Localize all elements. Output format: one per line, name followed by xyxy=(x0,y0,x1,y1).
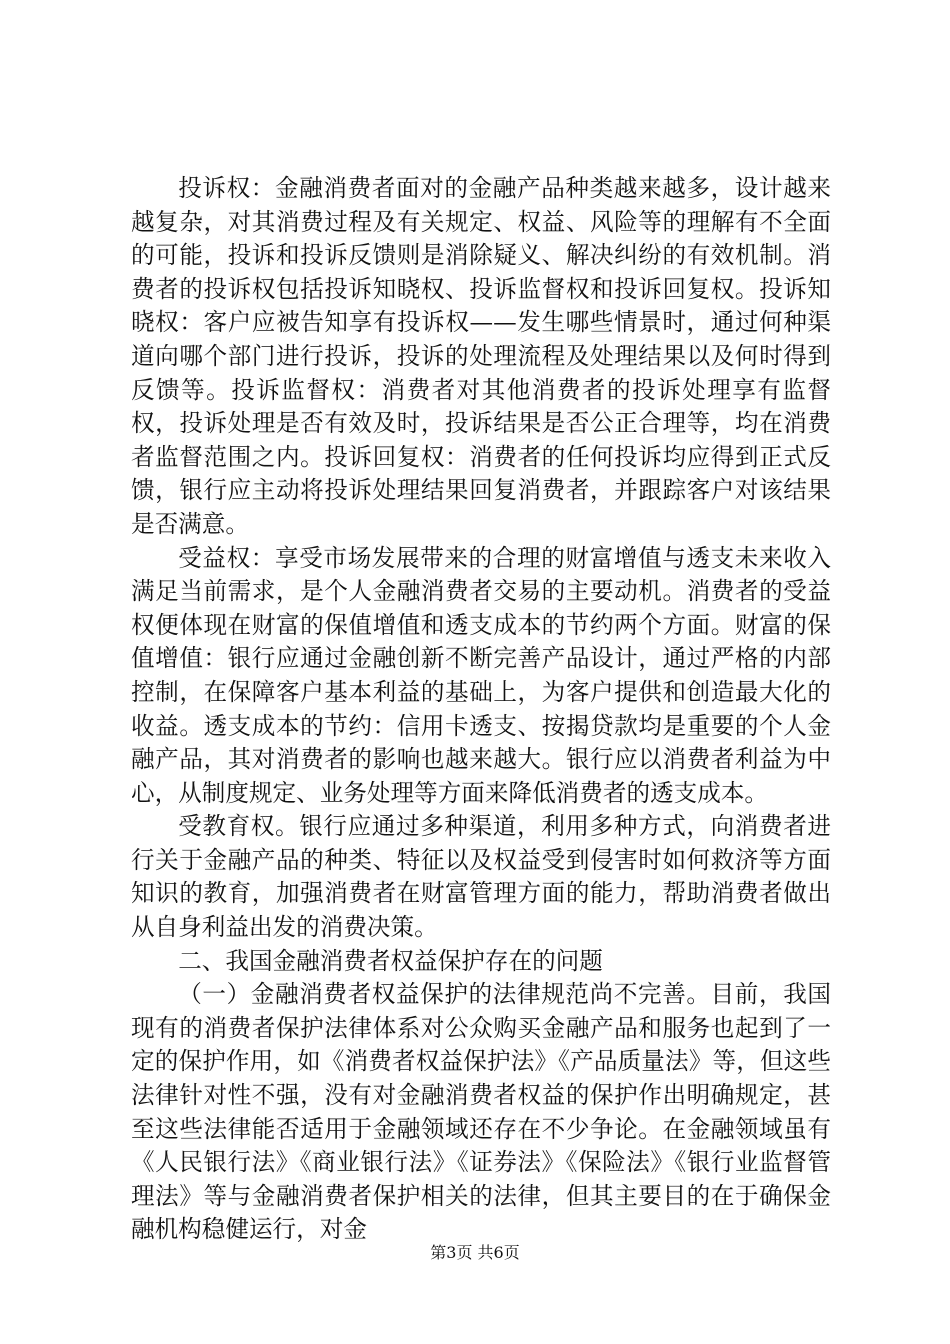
document-body xyxy=(131,172,831,1247)
paragraph-education-right: 受教育权。银行应通过多种渠道，利用多种方式，向消费者进行关于金融产品的种类、特征以及权益受到侵害时如何救济等方面知识的教育，加强消费者在财富管理方面的能力，帮助消费者做出从自身利益出发的消费决策。 xyxy=(131,812,831,942)
page-number-footer: 第3页 共6页 xyxy=(430,1243,520,1262)
paragraph-benefit-right: 受益权：享受市场发展带来的合理的财富增值与透支未来收入满足当前需求，是个人金融消费者交易的主要动机。消费者的受益权便体现在财富的保值增值和透支成本的节约两个方面。财富的保值增值：银行应通过金融创新不断完善产品设计，通过严格的内部控制，在保障客户基本利益的基础上，为客户提供和创造最大化的收益。透支成本的节约：信用卡透支、按揭贷款均是重要的个人金融产品，其对消费者的影响也越来越大。银行应以消费者利益为中心，从制度规定、业务处理等方面来降低消费者的透支成本。 xyxy=(131,543,831,807)
section-heading: 二、我国金融消费者权益保护存在的问题 xyxy=(178,946,603,975)
paragraph-legal-issues: （一）金融消费者权益保护的法律规范尚不完善。目前，我国现有的消费者保护法律体系对公众购买金融产品和服务也起到了一定的保护作用，如《消费者权益保护法》《产品质量法》等，但这些法律针对性不强，没有对金融消费者权益的保护作出明确规定，甚至这些法律能否适用于金融领域还存在不少争论。在金融领域虽有《人民银行法》《商业银行法》《证券法》《保险法》《银行业监督管理法》等与金融消费者保护相关的法律，但其主要目的在于确保金融机构稳健运行，对金 xyxy=(131,980,831,1244)
paragraph-complaint-right: 投诉权：金融消费者面对的金融产品种类越来越多，设计越来越复杂，对其消费过程及有关规定、权益、风险等的理解有不全面的可能，投诉和投诉反馈则是消除疑义、解决纠纷的有效机制。消费者的投诉权包括投诉知晓权、投诉监督权和投诉回复权。投诉知晓权：客户应被告知享有投诉权——发生哪些情景时，通过何种渠道向哪个部门进行投诉，投诉的处理流程及处理结果以及何时得到反馈等。投诉监督权：消费者对其他消费者的投诉处理享有监督权，投诉处理是否有效及时，投诉结果是否公正合理等，均在消费者监督范围之内。投诉回复权：消费者的任何投诉均应得到正式反馈，银行应主动将投诉处理结果回复消费者，并跟踪客户对该结果是否满意。 xyxy=(131,174,831,538)
